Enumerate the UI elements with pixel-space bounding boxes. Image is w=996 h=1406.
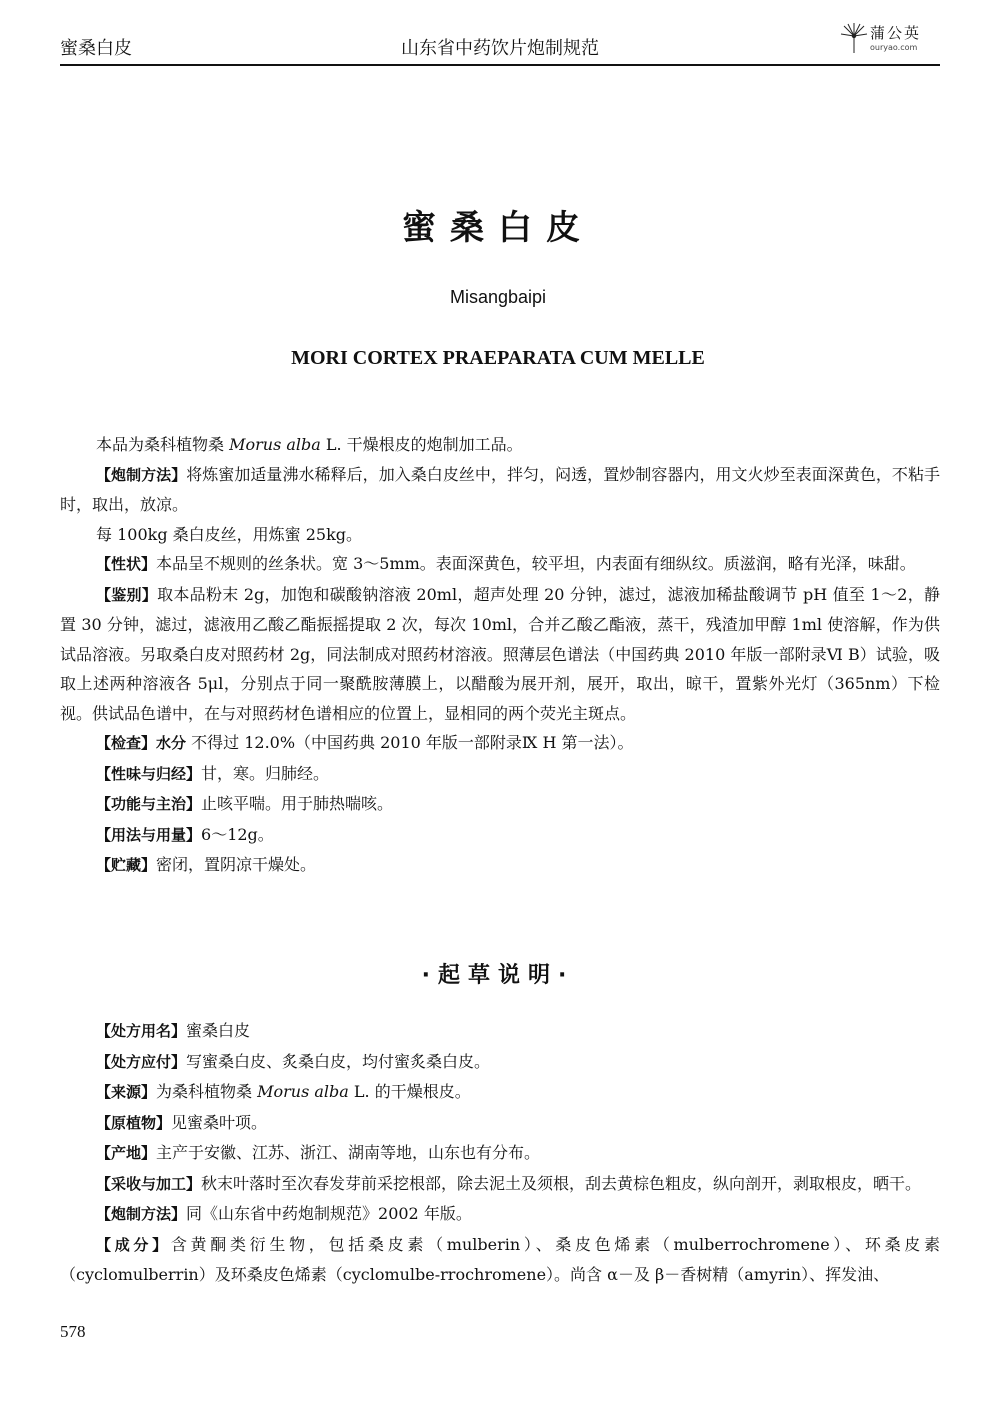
identification-paragraph: 【鉴别】取本品粉末 2g，加饱和碳酸钠溶液 20ml，超声处理 20 分钟，滤过，滤液加稀盐酸调节 pH 值至 1～2，静置 30 分钟，滤过，滤液用乙酸乙酯振摇提取 2 次，每次 10ml，合并乙酸乙酯液，蒸干，残渣加甲醇 1ml 使溶解，作为供试品溶液。另取桑白皮对照药材 2g，同法制成对照药材溶液。照薄层色谱法（中国药典 2010 年版一部附录Ⅵ B）试验，吸取上述两种溶液各 5μl，分别点于同一聚酰胺薄膜上，以醋酸为展开剂，展开，取出，晾干，置紫外光灯（365nm）下检视。供试品色谱中，在与对照药材色谱相应的位置上，显相同的两个荧光主斑点。 bbox=[60, 584, 940, 723]
rx-dispense-paragraph: 【处方应付】写蜜桑白皮、炙桑白皮，均付蜜炙桑白皮。 bbox=[96, 1051, 491, 1071]
section-tag: 【原植物】 bbox=[96, 1113, 172, 1132]
section-tag: 【来源】 bbox=[96, 1083, 157, 1101]
monograph-body bbox=[60, 430, 940, 881]
intro-paragraph: 本品为桑科植物桑 Morus alba L. 干燥根皮的炮制加工品。 bbox=[96, 435, 523, 454]
subsection-tag: 水分 bbox=[156, 734, 187, 752]
section-tag: 【成分】 bbox=[96, 1235, 171, 1254]
dosage-paragraph: 【用法与用量】6～12g。 bbox=[96, 824, 274, 844]
method-paragraph: 【炮制方法】同《山东省中药炮制规范》2002 年版。 bbox=[96, 1204, 472, 1223]
plant-paragraph: 【原植物】见蜜桑叶项。 bbox=[96, 1112, 268, 1132]
section-tag: 【采收与加工】 bbox=[96, 1174, 202, 1193]
nature-paragraph: 【性味与归经】甘，寒。归肺经。 bbox=[96, 763, 330, 783]
page-number: 578 bbox=[60, 1322, 86, 1341]
section-tag: 【贮藏】 bbox=[96, 856, 157, 874]
page-title: 蜜桑白皮 bbox=[402, 208, 594, 248]
processing-paragraph: 【炮制方法】将炼蜜加适量沸水稀释后，加入桑白皮丝中，拌匀，闷透，置炒制容器内，用文火炒至表面深黄色，不粘手时，取出，放凉。 bbox=[60, 464, 940, 514]
origin-paragraph: 【产地】主产于安徽、江苏、浙江、湖南等地，山东也有分布。 bbox=[96, 1143, 541, 1162]
section-tag: 【检查】 bbox=[96, 734, 157, 752]
section-tag: 【处方应付】 bbox=[96, 1052, 187, 1071]
drafting-notes-heading: ·起草说明· bbox=[421, 963, 575, 988]
components-paragraph: 【成分】含黄酮类衍生物，包括桑皮素（mulberin）、桑皮色烯素（mulberrochromene）、环桑皮素（cyclomulberrin）及环桑皮色烯素（cyclomulbe-rrochromene）。尚含 α－及 β－香树精（amyrin）、挥发油、 bbox=[60, 1234, 940, 1284]
rx-name-paragraph: 【处方用名】蜜桑白皮 bbox=[96, 1021, 251, 1040]
logo-text: 蒲公英 bbox=[870, 24, 922, 42]
ratio-paragraph: 每 100kg 桑白皮丝，用炼蜜 25kg。 bbox=[96, 524, 363, 544]
dandelion-icon bbox=[840, 22, 868, 54]
latin-title: MORI CORTEX PRAEPARATA CUM MELLE bbox=[291, 347, 705, 369]
header-entry-name: 蜜桑白皮 bbox=[60, 38, 132, 59]
function-paragraph: 【功能与主治】止咳平喘。用于肺热喘咳。 bbox=[96, 794, 394, 813]
header-book-title: 山东省中药饮片炮制规范 bbox=[401, 38, 599, 59]
section-tag: 【用法与用量】 bbox=[96, 825, 202, 844]
publisher-logo bbox=[840, 20, 940, 60]
harvest-paragraph: 【采收与加工】秋末叶落时至次春发芽前采挖根部，除去泥土及须根，刮去黄棕色粗皮，纵向剖开，剥取根皮，晒干。 bbox=[96, 1173, 922, 1193]
section-tag: 【炮制方法】 bbox=[96, 465, 187, 484]
section-tag: 【炮制方法】 bbox=[96, 1205, 187, 1223]
section-tag: 【性状】 bbox=[96, 555, 157, 573]
latin-species: Morus alba bbox=[257, 1082, 349, 1101]
section-tag: 【鉴别】 bbox=[96, 585, 158, 604]
source-paragraph: 【来源】为桑科植物桑 Morus alba L. 的干燥根皮。 bbox=[96, 1082, 471, 1101]
character-paragraph: 【性状】本品呈不规则的丝条状。宽 3～5mm。表面深黄色，较平坦，内表面有细纵纹。质滋润，略有光泽，味甜。 bbox=[96, 554, 916, 573]
storage-paragraph: 【贮藏】密闭，置阴凉干燥处。 bbox=[96, 855, 317, 874]
running-header bbox=[60, 24, 940, 66]
section-tag: 【产地】 bbox=[96, 1144, 157, 1162]
drafting-notes bbox=[60, 1016, 940, 1290]
pinyin-title: Misangbaipi bbox=[449, 287, 547, 307]
section-tag: 【性味与归经】 bbox=[96, 764, 202, 783]
inspection-paragraph: 【检查】水分 不得过 12.0%（中国药典 2010 年版一部附录Ⅸ H 第一法）。 bbox=[96, 733, 634, 752]
section-tag: 【功能与主治】 bbox=[96, 795, 202, 813]
section-tag: 【处方用名】 bbox=[96, 1022, 187, 1040]
latin-species: Morus alba bbox=[229, 435, 321, 454]
logo-url: ouryao.com bbox=[870, 43, 918, 52]
